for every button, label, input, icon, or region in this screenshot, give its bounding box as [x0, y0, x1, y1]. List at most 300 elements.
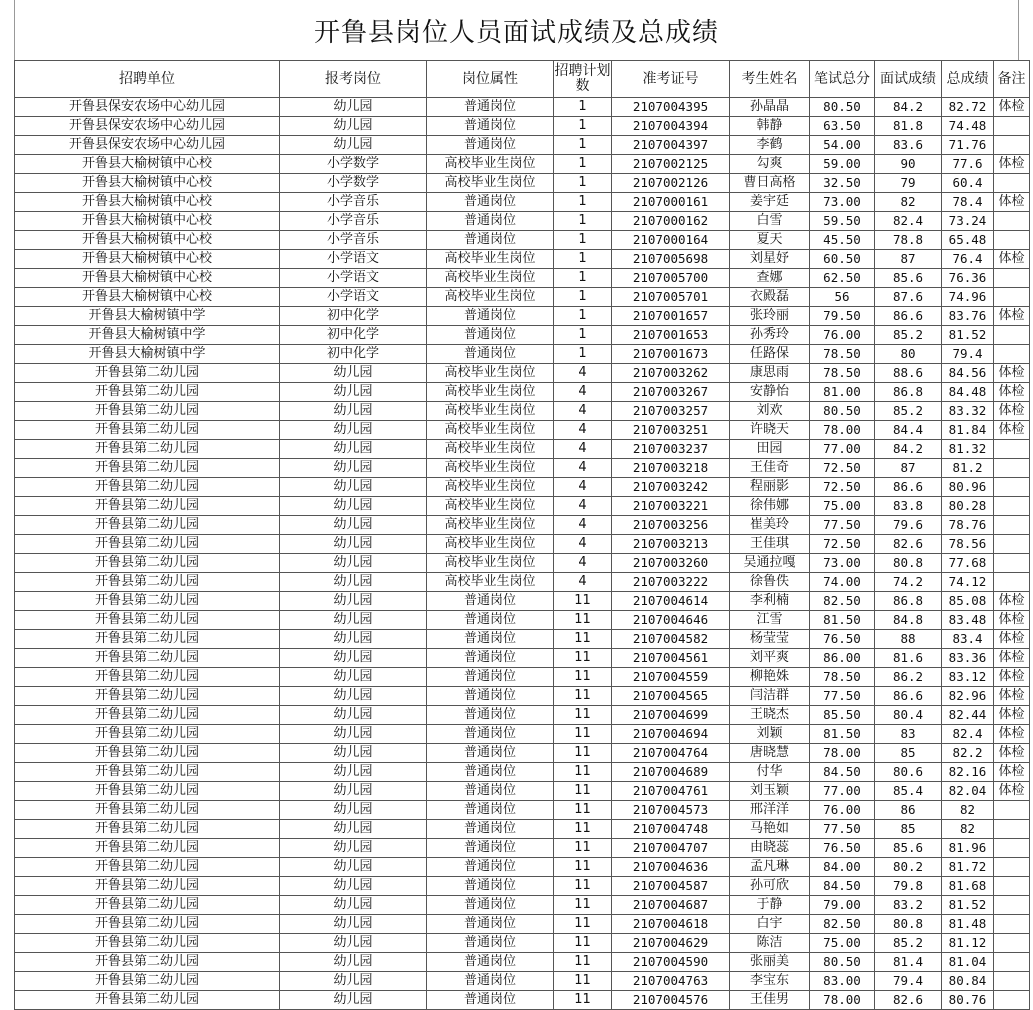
exam-no-cell: 2107004748: [612, 820, 730, 839]
name-cell: 徐伟娜: [730, 497, 810, 516]
table-row: [15, 801, 1030, 820]
unit-cell: 开鲁县大榆树镇中学: [15, 326, 280, 345]
position-cell: 幼儿园: [280, 820, 427, 839]
attribute-cell: 普通岗位: [427, 231, 554, 250]
interview-score-cell: 83.6: [875, 136, 942, 155]
interview-score-cell: 80.8: [875, 554, 942, 573]
name-cell: 曹日高格: [730, 174, 810, 193]
table-row: [15, 516, 1030, 535]
interview-score-cell: 80.6: [875, 763, 942, 782]
written-score-cell: 72.50: [810, 478, 875, 497]
position-cell: 幼儿园: [280, 573, 427, 592]
written-score-cell: 32.50: [810, 174, 875, 193]
unit-cell: 开鲁县第二幼儿园: [15, 782, 280, 801]
total-score-cell: 82.44: [942, 706, 994, 725]
remark-cell: [994, 858, 1030, 877]
exam-no-cell: 2107001657: [612, 307, 730, 326]
position-cell: 幼儿园: [280, 687, 427, 706]
remark-cell: 体检: [994, 402, 1030, 421]
exam-no-cell: 2107004395: [612, 98, 730, 117]
exam-no-cell: 2107004618: [612, 915, 730, 934]
interview-score-cell: 90: [875, 155, 942, 174]
position-cell: 幼儿园: [280, 497, 427, 516]
interview-score-cell: 80.8: [875, 915, 942, 934]
plan-cell: 11: [554, 991, 612, 1010]
position-cell: 小学语文: [280, 269, 427, 288]
plan-cell: 1: [554, 98, 612, 117]
interview-score-cell: 82.6: [875, 991, 942, 1010]
attribute-cell: 普通岗位: [427, 934, 554, 953]
remark-cell: 体检: [994, 706, 1030, 725]
attribute-cell: 高校毕业生岗位: [427, 478, 554, 497]
name-cell: 韩静: [730, 117, 810, 136]
position-cell: 幼儿园: [280, 801, 427, 820]
remark-cell: [994, 953, 1030, 972]
table-row: [15, 554, 1030, 573]
total-score-cell: 77.6: [942, 155, 994, 174]
attribute-cell: 普通岗位: [427, 706, 554, 725]
plan-cell: 1: [554, 174, 612, 193]
plan-cell: 11: [554, 782, 612, 801]
remark-cell: [994, 326, 1030, 345]
position-cell: 幼儿园: [280, 858, 427, 877]
exam-no-cell: 2107004565: [612, 687, 730, 706]
attribute-cell: 普通岗位: [427, 117, 554, 136]
total-score-cell: 76.36: [942, 269, 994, 288]
exam-no-cell: 2107003260: [612, 554, 730, 573]
exam-no-cell: 2107004689: [612, 763, 730, 782]
plan-cell: 4: [554, 535, 612, 554]
plan-cell: 1: [554, 250, 612, 269]
interview-score-cell: 82.4: [875, 212, 942, 231]
name-cell: 邢洋洋: [730, 801, 810, 820]
written-score-cell: 84.50: [810, 763, 875, 782]
position-cell: 幼儿园: [280, 991, 427, 1010]
attribute-cell: 高校毕业生岗位: [427, 459, 554, 478]
exam-no-cell: 2107002126: [612, 174, 730, 193]
remark-cell: 体检: [994, 364, 1030, 383]
exam-no-cell: 2107003242: [612, 478, 730, 497]
unit-cell: 开鲁县大榆树镇中心校: [15, 269, 280, 288]
total-score-cell: 84.48: [942, 383, 994, 402]
total-score-cell: 83.4: [942, 630, 994, 649]
exam-no-cell: 2107004687: [612, 896, 730, 915]
name-cell: 张丽美: [730, 953, 810, 972]
exam-no-cell: 2107004646: [612, 611, 730, 630]
total-score-cell: 71.76: [942, 136, 994, 155]
table-row: [15, 288, 1030, 307]
attribute-cell: 高校毕业生岗位: [427, 516, 554, 535]
interview-score-cell: 85.2: [875, 326, 942, 345]
remark-cell: [994, 554, 1030, 573]
attribute-cell: 普通岗位: [427, 820, 554, 839]
position-cell: 幼儿园: [280, 117, 427, 136]
interview-score-cell: 86.6: [875, 478, 942, 497]
written-score-cell: 80.50: [810, 98, 875, 117]
written-score-cell: 77.00: [810, 440, 875, 459]
written-score-cell: 77.50: [810, 516, 875, 535]
exam-no-cell: 2107003262: [612, 364, 730, 383]
interview-score-cell: 87: [875, 459, 942, 478]
unit-cell: 开鲁县保安农场中心幼儿园: [15, 136, 280, 155]
name-cell: 刘玉颖: [730, 782, 810, 801]
unit-cell: 开鲁县第二幼儿园: [15, 497, 280, 516]
written-score-cell: 78.50: [810, 668, 875, 687]
exam-no-cell: 2107000164: [612, 231, 730, 250]
exam-no-cell: 2107005701: [612, 288, 730, 307]
interview-score-cell: 78.8: [875, 231, 942, 250]
plan-cell: 11: [554, 820, 612, 839]
name-cell: 王晓杰: [730, 706, 810, 725]
written-score-cell: 74.00: [810, 573, 875, 592]
interview-score-cell: 85.6: [875, 839, 942, 858]
written-score-cell: 79.50: [810, 307, 875, 326]
unit-cell: 开鲁县大榆树镇中学: [15, 307, 280, 326]
total-score-cell: 80.96: [942, 478, 994, 497]
interview-score-cell: 87.6: [875, 288, 942, 307]
column-header-interview: 面试成绩: [875, 61, 942, 98]
interview-score-cell: 88: [875, 630, 942, 649]
plan-cell: 4: [554, 364, 612, 383]
written-score-cell: 78.00: [810, 991, 875, 1010]
unit-cell: 开鲁县第二幼儿园: [15, 573, 280, 592]
table-row: [15, 155, 1030, 174]
unit-cell: 开鲁县第二幼儿园: [15, 402, 280, 421]
exam-no-cell: 2107004614: [612, 592, 730, 611]
plan-cell: 4: [554, 421, 612, 440]
plan-cell: 4: [554, 478, 612, 497]
attribute-cell: 普通岗位: [427, 687, 554, 706]
total-score-cell: 81.52: [942, 326, 994, 345]
written-score-cell: 84.50: [810, 877, 875, 896]
name-cell: 夏天: [730, 231, 810, 250]
name-cell: 柳艳姝: [730, 668, 810, 687]
interview-score-cell: 86.8: [875, 383, 942, 402]
exam-no-cell: 2107003213: [612, 535, 730, 554]
plan-cell: 11: [554, 706, 612, 725]
table-row: [15, 193, 1030, 212]
position-cell: 幼儿园: [280, 668, 427, 687]
interview-score-cell: 79: [875, 174, 942, 193]
interview-score-cell: 80: [875, 345, 942, 364]
table-row: [15, 136, 1030, 155]
total-score-cell: 82.72: [942, 98, 994, 117]
name-cell: 闫洁群: [730, 687, 810, 706]
total-score-cell: 80.84: [942, 972, 994, 991]
position-cell: 幼儿园: [280, 953, 427, 972]
total-score-cell: 83.48: [942, 611, 994, 630]
unit-cell: 开鲁县第二幼儿园: [15, 725, 280, 744]
plan-cell: 1: [554, 288, 612, 307]
written-score-cell: 76.50: [810, 630, 875, 649]
position-cell: 初中化学: [280, 326, 427, 345]
remark-cell: [994, 440, 1030, 459]
unit-cell: 开鲁县大榆树镇中心校: [15, 155, 280, 174]
exam-no-cell: 2107004573: [612, 801, 730, 820]
column-header-attribute: 岗位属性: [427, 61, 554, 98]
exam-no-cell: 2107004559: [612, 668, 730, 687]
interview-score-cell: 85.6: [875, 269, 942, 288]
name-cell: 衣殿磊: [730, 288, 810, 307]
written-score-cell: 59.50: [810, 212, 875, 231]
total-score-cell: 82: [942, 801, 994, 820]
table-row: [15, 231, 1030, 250]
plan-cell: 4: [554, 440, 612, 459]
plan-cell: 1: [554, 136, 612, 155]
written-score-cell: 82.50: [810, 592, 875, 611]
remark-cell: [994, 459, 1030, 478]
interview-score-cell: 79.4: [875, 972, 942, 991]
attribute-cell: 普通岗位: [427, 972, 554, 991]
remark-cell: 体检: [994, 592, 1030, 611]
position-cell: 初中化学: [280, 345, 427, 364]
remark-cell: 体检: [994, 687, 1030, 706]
total-score-cell: 81.48: [942, 915, 994, 934]
table-row: [15, 649, 1030, 668]
unit-cell: 开鲁县保安农场中心幼儿园: [15, 117, 280, 136]
plan-cell: 1: [554, 117, 612, 136]
total-score-cell: 80.76: [942, 991, 994, 1010]
unit-cell: 开鲁县大榆树镇中心校: [15, 212, 280, 231]
position-cell: 幼儿园: [280, 630, 427, 649]
attribute-cell: 普通岗位: [427, 953, 554, 972]
unit-cell: 开鲁县第二幼儿园: [15, 744, 280, 763]
score-table: [14, 60, 1030, 1010]
remark-cell: 体检: [994, 383, 1030, 402]
remark-cell: 体检: [994, 782, 1030, 801]
interview-score-cell: 85.2: [875, 402, 942, 421]
interview-score-cell: 83: [875, 725, 942, 744]
plan-cell: 1: [554, 307, 612, 326]
remark-cell: [994, 896, 1030, 915]
position-cell: 幼儿园: [280, 725, 427, 744]
table-row: [15, 383, 1030, 402]
total-score-cell: 78.76: [942, 516, 994, 535]
unit-cell: 开鲁县第二幼儿园: [15, 706, 280, 725]
unit-cell: 开鲁县第二幼儿园: [15, 630, 280, 649]
total-score-cell: 74.96: [942, 288, 994, 307]
name-cell: 于静: [730, 896, 810, 915]
exam-no-cell: 2107004707: [612, 839, 730, 858]
attribute-cell: 高校毕业生岗位: [427, 250, 554, 269]
exam-no-cell: 2107005698: [612, 250, 730, 269]
written-score-cell: 82.50: [810, 915, 875, 934]
table-row: [15, 782, 1030, 801]
remark-cell: [994, 915, 1030, 934]
total-score-cell: 74.48: [942, 117, 994, 136]
table-row: [15, 250, 1030, 269]
written-score-cell: 45.50: [810, 231, 875, 250]
exam-no-cell: 2107003221: [612, 497, 730, 516]
total-score-cell: 81.52: [942, 896, 994, 915]
total-score-cell: 83.12: [942, 668, 994, 687]
total-score-cell: 85.08: [942, 592, 994, 611]
written-score-cell: 83.00: [810, 972, 875, 991]
exam-no-cell: 2107003257: [612, 402, 730, 421]
unit-cell: 开鲁县第二幼儿园: [15, 459, 280, 478]
attribute-cell: 普通岗位: [427, 858, 554, 877]
unit-cell: 开鲁县大榆树镇中心校: [15, 193, 280, 212]
interview-score-cell: 86: [875, 801, 942, 820]
written-score-cell: 73.00: [810, 554, 875, 573]
table-row: [15, 459, 1030, 478]
written-score-cell: 60.50: [810, 250, 875, 269]
name-cell: 姜宇廷: [730, 193, 810, 212]
position-cell: 幼儿园: [280, 421, 427, 440]
remark-cell: 体检: [994, 307, 1030, 326]
plan-cell: 4: [554, 497, 612, 516]
written-score-cell: 77.00: [810, 782, 875, 801]
written-score-cell: 63.50: [810, 117, 875, 136]
plan-cell: 4: [554, 383, 612, 402]
name-cell: 白宇: [730, 915, 810, 934]
total-score-cell: 76.4: [942, 250, 994, 269]
written-score-cell: 81.00: [810, 383, 875, 402]
written-score-cell: 77.50: [810, 687, 875, 706]
plan-cell: 1: [554, 326, 612, 345]
name-cell: 王佳奇: [730, 459, 810, 478]
interview-score-cell: 86.2: [875, 668, 942, 687]
column-header-exam-no: 准考证号: [612, 61, 730, 98]
attribute-cell: 高校毕业生岗位: [427, 440, 554, 459]
written-score-cell: 77.50: [810, 820, 875, 839]
table-row: [15, 497, 1030, 516]
name-cell: 查娜: [730, 269, 810, 288]
attribute-cell: 普通岗位: [427, 307, 554, 326]
remark-cell: 体检: [994, 725, 1030, 744]
attribute-cell: 普通岗位: [427, 345, 554, 364]
position-cell: 幼儿园: [280, 877, 427, 896]
name-cell: 由晓蕊: [730, 839, 810, 858]
attribute-cell: 高校毕业生岗位: [427, 573, 554, 592]
name-cell: 张玲丽: [730, 307, 810, 326]
plan-cell: 1: [554, 345, 612, 364]
interview-score-cell: 80.4: [875, 706, 942, 725]
name-cell: 刘欢: [730, 402, 810, 421]
plan-cell: 11: [554, 839, 612, 858]
unit-cell: 开鲁县第二幼儿园: [15, 972, 280, 991]
name-cell: 李鹤: [730, 136, 810, 155]
table-row: [15, 174, 1030, 193]
position-cell: 幼儿园: [280, 744, 427, 763]
unit-cell: 开鲁县第二幼儿园: [15, 687, 280, 706]
plan-cell: 11: [554, 725, 612, 744]
position-cell: 小学数学: [280, 155, 427, 174]
written-score-cell: 80.50: [810, 953, 875, 972]
interview-score-cell: 85.2: [875, 934, 942, 953]
table-body: [15, 98, 1030, 1010]
remark-cell: 体检: [994, 98, 1030, 117]
attribute-cell: 普通岗位: [427, 915, 554, 934]
name-cell: 付华: [730, 763, 810, 782]
unit-cell: 开鲁县第二幼儿园: [15, 668, 280, 687]
name-cell: 崔美玲: [730, 516, 810, 535]
table-row: [15, 934, 1030, 953]
remark-cell: [994, 269, 1030, 288]
remark-cell: 体检: [994, 744, 1030, 763]
attribute-cell: 高校毕业生岗位: [427, 421, 554, 440]
position-cell: 幼儿园: [280, 592, 427, 611]
plan-cell: 4: [554, 516, 612, 535]
name-cell: 李利楠: [730, 592, 810, 611]
total-score-cell: 81.2: [942, 459, 994, 478]
total-score-cell: 83.36: [942, 649, 994, 668]
attribute-cell: 普通岗位: [427, 326, 554, 345]
name-cell: 任路保: [730, 345, 810, 364]
total-score-cell: 77.68: [942, 554, 994, 573]
exam-no-cell: 2107004587: [612, 877, 730, 896]
unit-cell: 开鲁县第二幼儿园: [15, 896, 280, 915]
name-cell: 孙可欣: [730, 877, 810, 896]
total-score-cell: 78.56: [942, 535, 994, 554]
written-score-cell: 72.50: [810, 535, 875, 554]
interview-score-cell: 82.6: [875, 535, 942, 554]
attribute-cell: 普通岗位: [427, 877, 554, 896]
exam-no-cell: 2107004561: [612, 649, 730, 668]
name-cell: 陈洁: [730, 934, 810, 953]
plan-cell: 11: [554, 801, 612, 820]
attribute-cell: 普通岗位: [427, 668, 554, 687]
table-row: [15, 611, 1030, 630]
table-row: [15, 915, 1030, 934]
total-score-cell: 65.48: [942, 231, 994, 250]
position-cell: 幼儿园: [280, 516, 427, 535]
written-score-cell: 78.50: [810, 364, 875, 383]
exam-no-cell: 2107005700: [612, 269, 730, 288]
attribute-cell: 普通岗位: [427, 193, 554, 212]
remark-cell: [994, 801, 1030, 820]
total-score-cell: 83.76: [942, 307, 994, 326]
position-cell: 幼儿园: [280, 611, 427, 630]
name-cell: 许晓天: [730, 421, 810, 440]
plan-cell: 11: [554, 896, 612, 915]
column-header-unit: 招聘单位: [15, 61, 280, 98]
name-cell: 王佳男: [730, 991, 810, 1010]
remark-cell: [994, 516, 1030, 535]
table-row: [15, 364, 1030, 383]
exam-no-cell: 2107003237: [612, 440, 730, 459]
table-row: [15, 592, 1030, 611]
unit-cell: 开鲁县第二幼儿园: [15, 649, 280, 668]
exam-no-cell: 2107004629: [612, 934, 730, 953]
total-score-cell: 84.56: [942, 364, 994, 383]
interview-score-cell: 86.6: [875, 687, 942, 706]
position-cell: 小学音乐: [280, 231, 427, 250]
table-row: [15, 725, 1030, 744]
interview-score-cell: 81.6: [875, 649, 942, 668]
written-score-cell: 85.50: [810, 706, 875, 725]
table-row: [15, 763, 1030, 782]
total-score-cell: 73.24: [942, 212, 994, 231]
plan-cell: 11: [554, 915, 612, 934]
written-score-cell: 81.50: [810, 725, 875, 744]
unit-cell: 开鲁县大榆树镇中心校: [15, 231, 280, 250]
remark-cell: [994, 535, 1030, 554]
plan-cell: 11: [554, 687, 612, 706]
remark-cell: 体检: [994, 421, 1030, 440]
name-cell: 刘星妤: [730, 250, 810, 269]
table-row: [15, 820, 1030, 839]
remark-cell: 体检: [994, 668, 1030, 687]
remark-cell: [994, 820, 1030, 839]
interview-score-cell: 85: [875, 820, 942, 839]
plan-cell: 11: [554, 972, 612, 991]
total-score-cell: 81.68: [942, 877, 994, 896]
position-cell: 小学语文: [280, 250, 427, 269]
remark-cell: [994, 288, 1030, 307]
remark-cell: [994, 573, 1030, 592]
total-score-cell: 81.72: [942, 858, 994, 877]
